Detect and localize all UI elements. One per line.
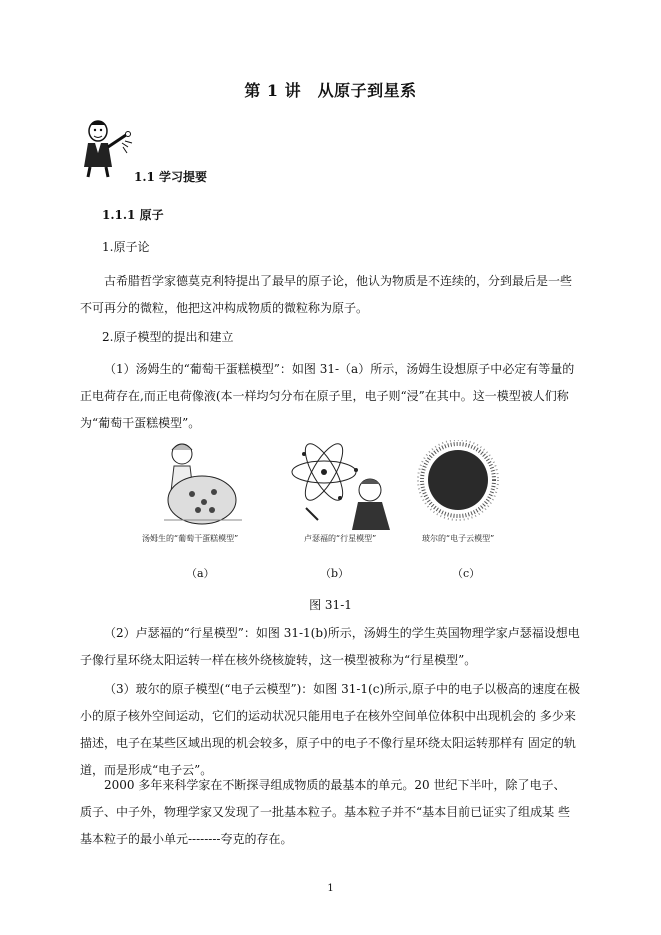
page-number: 1 bbox=[327, 883, 334, 894]
rutherford-illustration bbox=[292, 440, 390, 530]
subsection-heading: 1.1.1 原子 bbox=[102, 208, 164, 222]
thomson-illustration bbox=[164, 444, 242, 524]
paragraph-elementary-particles: 2000 多年来科学家在不断探寻组成物质的最基本的单元。20 世纪下半叶，除了电子、 质子、中子外，物理学家又发现了一批基本粒子。基本粒子并不“基本目前已证实了组成某 些基本粒子的最小单元--------夸克的存在。 bbox=[80, 778, 570, 846]
lecturer-pointing-illustration bbox=[78, 117, 136, 179]
paragraph-bohr-model: （3）玻尔的原子模型(“电子云模型”)：如图 31-1(c)所示,原子中的电子以极高的速度在极小的原子核外空间运动，它们的运动状况只能用电子在核外空间单位体积中出现机会的 多少来描述，电子在某些区域出现的机会较多，原子中的电子不像行星环绕太阳运转那样有 固定的轨道，而是形成“电子云”。 bbox=[80, 682, 580, 777]
subfigure-caption-b: （b） bbox=[320, 567, 350, 580]
page-title: 第 1 讲 从原子到星系 bbox=[244, 81, 417, 100]
figure-label-b: 卢瑟福的“行星模型” bbox=[304, 534, 377, 543]
paragraph-atomism: 古希腊哲学家德莫克利特提出了最早的原子论，他认为物质是不连续的，分到最后是一些不可再分的微粒，他把这冲构成物质的微粒称为原子。 bbox=[80, 274, 573, 315]
subfigure-caption-c: （c） bbox=[452, 567, 481, 580]
topic-heading-atomism: 1.原子论 bbox=[102, 240, 150, 254]
figure-label-a: 汤姆生的“葡萄干蛋糕模型” bbox=[142, 534, 239, 543]
figure-label-c: 玻尔的“电子云模型” bbox=[422, 534, 495, 543]
figure-caption: 图 31-1 bbox=[309, 598, 352, 612]
section-heading: 1.1 学习提要 bbox=[134, 170, 208, 184]
subfigure-caption-a: （a） bbox=[186, 567, 215, 580]
electron-cloud-illustration bbox=[418, 440, 498, 520]
atomic-models-figure bbox=[104, 440, 504, 550]
paragraph-rutherford-model: （2）卢瑟福的“行星模型”：如图 31-1(b)所示，汤姆生的学生英国物理学家卢瑟福设想电子像行星环绕太阳运转一样在核外绕核旋转，这一模型被称为“行星模型”。 bbox=[80, 626, 580, 667]
paragraph-thomson-model: （1）汤姆生的“葡萄干蛋糕模型”：如图 31-（a）所示，汤姆生设想原子中必定有等量的正电荷存在,而正电荷像液(本一样均匀分布在原子里，电子则“浸”在其中。这一模型被人们称为“葡萄干蛋糕模型”。 bbox=[80, 362, 575, 430]
topic-heading-atomic-model: 2.原子模型的提出和建立 bbox=[102, 330, 234, 344]
